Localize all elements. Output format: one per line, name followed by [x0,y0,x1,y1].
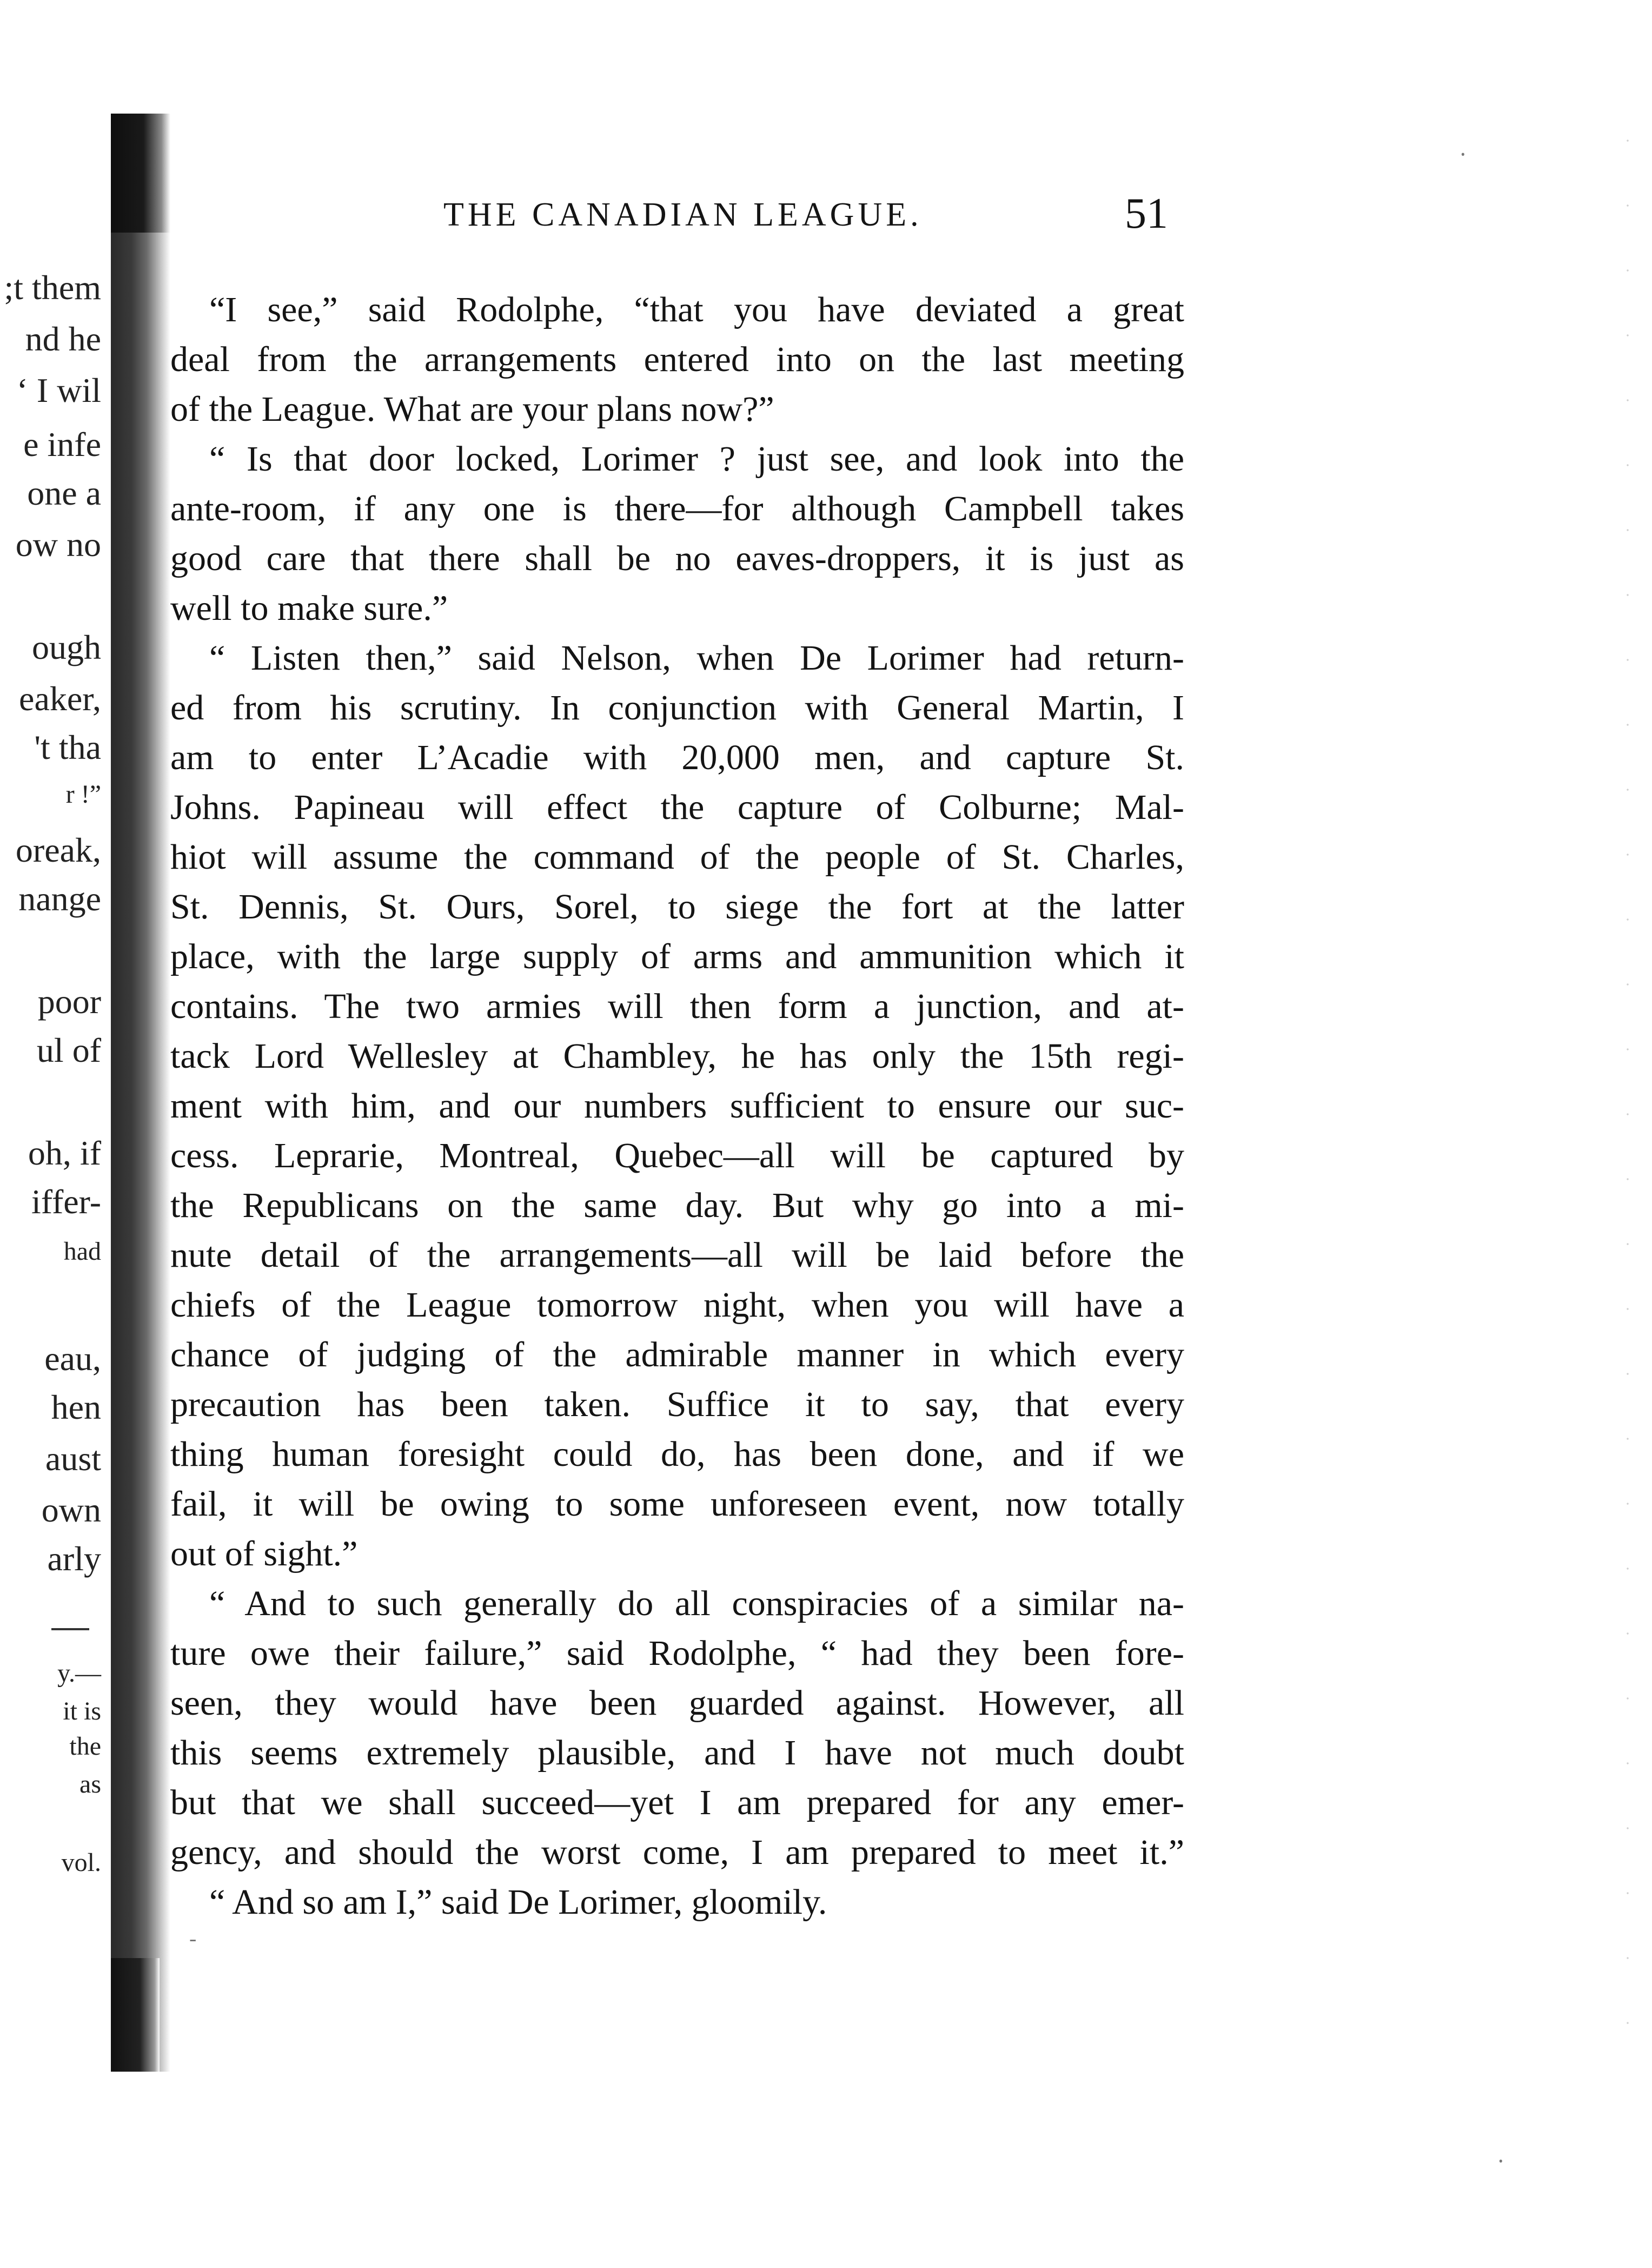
binding-gutter-bottom [111,1958,160,2072]
text-line: out of sight.” [170,1534,358,1573]
text-line: the Republicans on the same day. But why go into a mi- [170,1186,1184,1225]
facing-fragment: had [63,1237,101,1266]
facing-fragment: iffer- [31,1182,101,1221]
text-line: seen, they would have been guarded against. However, all [170,1683,1184,1723]
text-line: Johns. Papineau will effect the capture of Colburne; Mal- [170,788,1184,827]
text-line: well to make sure.” [170,589,448,628]
text-line: good care that there shall be no eaves-droppers, it is just as [170,539,1184,578]
text-line: place, with the large supply of arms and ammunition which it [170,937,1184,976]
text-line: ante-room, if any one is there—for although Campbell takes [170,489,1184,528]
binding-gutter-top [111,114,170,233]
facing-rule [51,1628,89,1630]
text-line: “ And so am I,” said De Lorimer, gloomily. [209,1882,827,1922]
text-line: ed from his scrutiny. In conjunction with General Martin, I [170,688,1184,728]
facing-fragment: ul of [36,1031,101,1069]
text-line: this seems extremely plausible, and I have not much doubt [170,1733,1184,1773]
text-line: ment with him, and our numbers sufficient to ensure our suc- [170,1086,1184,1126]
text-line: cess. Leprarie, Montreal, Quebec—all will be captured by [170,1136,1184,1175]
facing-fragment: hen [51,1388,101,1426]
page-number: 51 [1125,190,1168,237]
facing-fragment: eaker, [19,679,101,718]
text-line: of the League. What are your plans now?” [170,389,774,429]
facing-fragment: ow no [15,525,101,564]
facing-fragment: e infe [23,425,101,464]
facing-fragment: y.— [57,1659,101,1688]
text-line: chance of judging of the admirable manner in which every [170,1335,1184,1374]
facing-fragment: poor [37,982,101,1021]
scan-mark: - [189,1926,197,1950]
facing-fragment: one a [27,474,101,512]
scan-mark: ⸳ [1460,139,1466,163]
facing-fragment: nd he [25,320,101,358]
text-line: nute detail of the arrangements—all will be laid before the [170,1235,1184,1275]
text-line: contains. The two armies will then form a junction, and at- [170,987,1184,1026]
facing-fragment: oreak, [15,831,101,869]
facing-fragment: own [41,1491,101,1529]
text-line: “ Listen then,” said Nelson, when De Lorimer had return- [209,638,1184,678]
facing-fragment: ‘ I wil [16,371,101,409]
facing-fragment: the [69,1732,101,1761]
facing-fragment: it is [63,1697,101,1725]
binding-gutter [111,114,170,2072]
facing-fragment: ;t them [4,268,101,307]
facing-page-fragments [0,0,111,2268]
text-line: ture owe their failure,” said Rodolphe, “ had they been fore- [170,1634,1184,1673]
text-line: tack Lord Wellesley at Chambley, he has only the 15th regi- [170,1036,1184,1076]
text-line: gency, and should the worst come, I am prepared to meet it.” [170,1833,1184,1872]
text-line: am to enter L’Acadie with 20,000 men, and capture St. [170,738,1184,777]
facing-fragment: oh, if [28,1134,101,1172]
text-line: thing human foresight could do, has been done, and if we [170,1434,1184,1474]
text-line: but that we shall succeed—yet I am prepared for any emer- [170,1783,1184,1822]
text-line: hiot will assume the command of the people of St. Charles, [170,837,1184,877]
facing-fragment: aust [45,1439,101,1478]
facing-fragment: ough [32,628,101,666]
text-line: precaution has been taken. Suffice it to say, that every [170,1385,1184,1424]
text-line: “I see,” said Rodolphe, “that you have deviated a great [209,290,1184,329]
scan-edge-speckle [1620,108,1652,2055]
facing-fragment: as [79,1770,101,1798]
facing-fragment: nange [18,880,101,918]
scan-mark: ⸳ [1498,2146,1504,2170]
facing-fragment: eau, [44,1339,101,1378]
facing-fragment: r !” [65,780,101,809]
text-line: fail, it will be owing to some unforeseen event, now totally [170,1484,1184,1524]
text-line: “ And to such generally do all conspiracies of a similar na- [209,1584,1184,1623]
text-line: St. Dennis, St. Ours, Sorel, to siege the fort at the latter [170,887,1184,927]
text-line: chiefs of the League tomorrow night, when you will have a [170,1285,1184,1325]
text-line: “ Is that door locked, Lorimer ? just see, and look into the [209,439,1184,479]
facing-fragment: vol. [61,1848,101,1877]
text-line: deal from the arrangements entered into on the last meeting [170,340,1184,379]
facing-fragment: 't tha [34,728,101,766]
running-head: THE CANADIAN LEAGUE. [443,196,923,233]
facing-fragment: arly [47,1539,101,1578]
